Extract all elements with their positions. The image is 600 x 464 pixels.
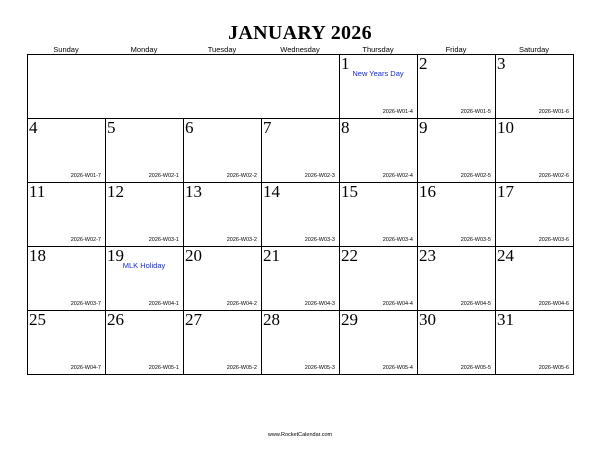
iso-week-label: 2026-W02-1 (148, 173, 179, 179)
day-cell-empty (261, 54, 340, 119)
iso-week-label: 2026-W01-6 (538, 109, 569, 115)
day-cell-empty (27, 54, 106, 119)
iso-week-label: 2026-W05-4 (382, 365, 413, 371)
iso-week-label: 2026-W04-3 (304, 301, 335, 307)
day-cell (261, 118, 340, 183)
day-number: 10 (497, 118, 514, 137)
day-number: 1 (341, 54, 350, 73)
day-number: 13 (185, 182, 202, 201)
day-cell (339, 310, 418, 375)
day-number: 11 (29, 182, 46, 201)
day-number: 4 (29, 118, 38, 137)
day-number: 17 (497, 182, 514, 201)
day-cell (183, 182, 262, 247)
footer-url: www.RocketCalendar.com (267, 432, 333, 438)
weekday-thursday: Thursday (362, 45, 394, 54)
day-number: 9 (419, 118, 428, 137)
weekday-saturday: Saturday (518, 45, 550, 54)
iso-week-label: 2026-W04-5 (460, 301, 491, 307)
iso-week-label: 2026-W04-6 (538, 301, 569, 307)
day-number: 30 (419, 310, 436, 329)
iso-week-label: 2026-W05-5 (460, 365, 491, 371)
iso-week-label: 2026-W02-6 (538, 173, 569, 179)
day-number: 16 (419, 182, 436, 201)
day-number: 23 (419, 246, 436, 265)
day-cell (27, 310, 106, 375)
day-number: 18 (29, 246, 46, 265)
holiday-label: New Years Day (352, 69, 404, 78)
calendar-grid (27, 54, 573, 374)
day-number: 24 (497, 246, 514, 265)
iso-week-label: 2026-W02-2 (226, 173, 257, 179)
weekday-tuesday: Tuesday (207, 45, 237, 54)
iso-week-label: 2026-W01-4 (382, 109, 413, 115)
day-cell (261, 246, 340, 311)
iso-week-label: 2026-W05-6 (538, 365, 569, 371)
iso-week-label: 2026-W03-7 (70, 301, 101, 307)
day-number: 19 (107, 246, 124, 265)
day-cell (183, 118, 262, 183)
iso-week-label: 2026-W05-3 (304, 365, 335, 371)
iso-week-label: 2026-W03-1 (148, 237, 179, 243)
weekday-friday: Friday (445, 45, 467, 54)
day-cell (105, 118, 184, 183)
day-number: 5 (107, 118, 116, 137)
day-number: 8 (341, 118, 350, 137)
iso-week-label: 2026-W05-1 (148, 365, 179, 371)
day-number: 29 (341, 310, 358, 329)
iso-week-label: 2026-W04-2 (226, 301, 257, 307)
weekday-monday: Monday (130, 45, 158, 54)
day-cell (27, 246, 106, 311)
weekday-sunday: Sunday (53, 45, 79, 54)
day-cell (417, 246, 496, 311)
iso-week-label: 2026-W03-6 (538, 237, 569, 243)
day-cell-empty (183, 54, 262, 119)
day-number: 15 (341, 182, 358, 201)
iso-week-label: 2026-W04-4 (382, 301, 413, 307)
day-cell (261, 182, 340, 247)
day-cell (417, 118, 496, 183)
iso-week-label: 2026-W04-1 (148, 301, 179, 307)
day-cell (339, 54, 418, 119)
day-number: 7 (263, 118, 272, 137)
day-number: 12 (107, 182, 124, 201)
day-number: 26 (107, 310, 124, 329)
day-cell (339, 246, 418, 311)
day-number: 2 (419, 54, 428, 73)
iso-week-label: 2026-W02-4 (382, 173, 413, 179)
day-number: 20 (185, 246, 202, 265)
iso-week-label: 2026-W04-7 (70, 365, 101, 371)
day-cell (339, 118, 418, 183)
iso-week-label: 2026-W02-5 (460, 173, 491, 179)
day-number: 31 (497, 310, 514, 329)
day-number: 3 (497, 54, 506, 73)
day-number: 14 (263, 182, 280, 201)
day-cell (417, 182, 496, 247)
day-cell (417, 54, 496, 119)
iso-week-label: 2026-W01-7 (70, 173, 101, 179)
day-cell (27, 118, 106, 183)
day-cell (105, 182, 184, 247)
day-cell (183, 246, 262, 311)
day-cell (183, 310, 262, 375)
day-cell (261, 310, 340, 375)
holiday-label: MLK Holiday (122, 261, 166, 270)
iso-week-label: 2026-W03-2 (226, 237, 257, 243)
day-cell (495, 246, 574, 311)
day-cell (27, 182, 106, 247)
weekday-wednesday: Wednesday (280, 45, 320, 54)
day-cell (495, 54, 574, 119)
day-number: 28 (263, 310, 280, 329)
day-cell (495, 118, 574, 183)
day-number: 21 (263, 246, 280, 265)
day-number: 27 (185, 310, 202, 329)
day-cell (105, 310, 184, 375)
day-cell (495, 182, 574, 247)
iso-week-label: 2026-W03-4 (382, 237, 413, 243)
iso-week-label: 2026-W01-5 (460, 109, 491, 115)
day-cell (105, 246, 184, 311)
day-cell (495, 310, 574, 375)
iso-week-label: 2026-W02-7 (70, 237, 101, 243)
iso-week-label: 2026-W03-3 (304, 237, 335, 243)
day-cell-empty (105, 54, 184, 119)
iso-week-label: 2026-W05-2 (226, 365, 257, 371)
day-number: 25 (29, 310, 46, 329)
day-number: 22 (341, 246, 358, 265)
iso-week-label: 2026-W02-3 (304, 173, 335, 179)
day-cell (339, 182, 418, 247)
calendar-title: JANUARY 2026 (228, 22, 372, 44)
iso-week-label: 2026-W03-5 (460, 237, 491, 243)
day-number: 6 (185, 118, 194, 137)
day-cell (417, 310, 496, 375)
